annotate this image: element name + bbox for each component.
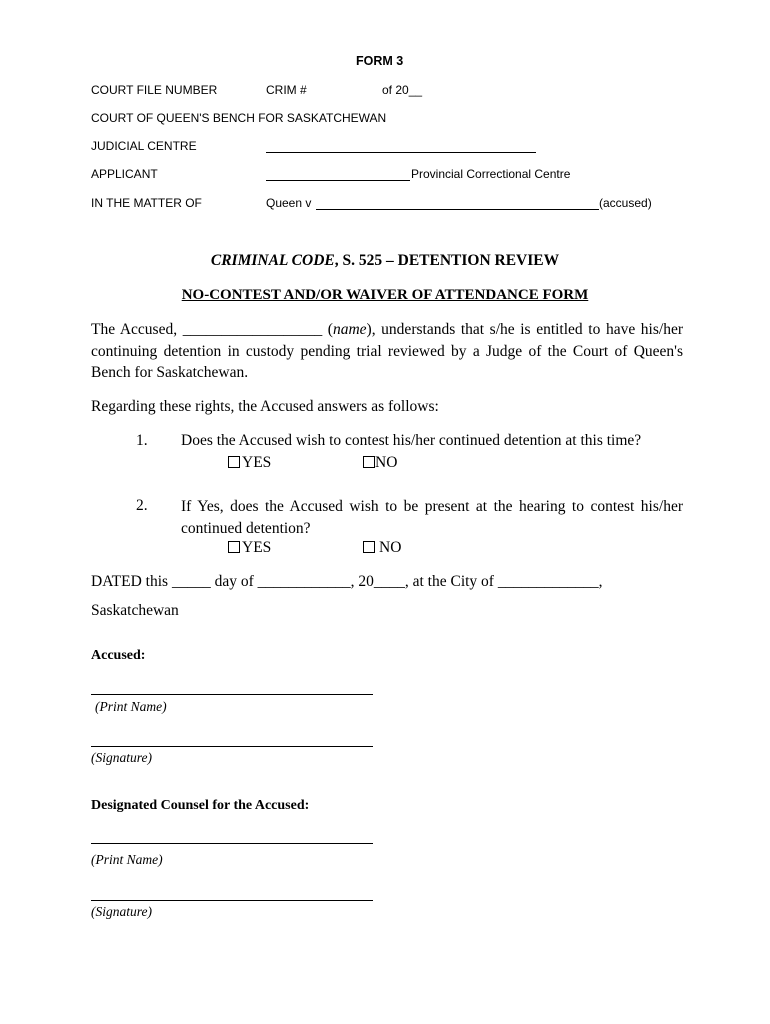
q2-text: If Yes, does the Accused wish to be present at the hearing to contest his/her continued detention? [181, 498, 683, 537]
intro-name-label: name [332, 321, 367, 338]
dated-place: Saskatchewan [91, 602, 179, 619]
counsel-signature-caption: (Signature) [91, 904, 152, 919]
accused-heading: Accused: [91, 648, 146, 663]
dated-line: DATED this _____ day of ____________, 20____, at the City of _____________, [91, 573, 603, 590]
q2-no-label: NO [379, 539, 402, 556]
accused-name-blank[interactable] [316, 209, 599, 210]
regarding-text: Regarding these rights, the Accused answers as follows: [91, 398, 439, 415]
applicant-suffix: Provincial Correctional Centre [411, 167, 571, 181]
court-name: COURT OF QUEEN'S BENCH FOR SASKATCHEWAN [91, 111, 387, 125]
counsel-print-name-line[interactable] [91, 843, 373, 844]
form-number: FORM 3 [356, 54, 404, 68]
q2-yes-checkbox[interactable] [228, 541, 240, 553]
q2-yes-option[interactable] [228, 539, 271, 557]
judicial-centre-blank[interactable] [266, 152, 536, 153]
q1-number: 1. [136, 432, 148, 449]
intro-start: The Accused, __________________ ( [91, 321, 333, 338]
court-file-number-label: COURT FILE NUMBER [91, 83, 218, 97]
q1-no-option[interactable] [363, 454, 397, 472]
matter-prefix: Queen v [266, 196, 312, 210]
q2-no-option[interactable] [363, 539, 401, 557]
section-title: , S. 525 – DETENTION REVIEW [334, 252, 560, 269]
q2-yes-label: YES [242, 539, 272, 556]
q2-no-checkbox[interactable] [363, 541, 375, 553]
judicial-centre-label: JUDICIAL CENTRE [91, 139, 197, 153]
intro-end: ), understands that s/he is entitled to have his/her continuing detention in custody pending trial reviewed by a Judge of the Court of Queen's Bench for Saskatchewan. [91, 321, 683, 381]
form-subheading: NO-CONTEST AND/OR WAIVER OF ATTENDANCE FORM [181, 287, 589, 303]
matter-suffix: (accused) [599, 196, 652, 210]
applicant-label: APPLICANT [91, 167, 158, 181]
counsel-signature-line[interactable] [91, 900, 373, 901]
accused-signature-caption: (Signature) [91, 750, 152, 765]
q1-yes-checkbox[interactable] [228, 456, 240, 468]
q1-no-label: NO [375, 454, 398, 471]
applicant-blank[interactable] [266, 180, 410, 181]
accused-print-name-line[interactable] [91, 694, 373, 695]
intro-paragraph [91, 319, 683, 384]
q1-no-checkbox[interactable] [363, 456, 375, 468]
q1-yes-option[interactable] [228, 454, 271, 472]
crim-number-label: CRIM # [266, 83, 307, 97]
q1-text: Does the Accused wish to contest his/her continued detention at this time? [181, 432, 642, 449]
criminal-code-italic: CRIMINAL CODE [210, 252, 335, 269]
matter-label: IN THE MATTER OF [91, 196, 202, 210]
accused-print-name-caption: (Print Name) [95, 699, 167, 714]
of-year-field: of 20__ [382, 83, 423, 97]
form-heading [0, 252, 770, 270]
q1-yes-label: YES [242, 454, 272, 471]
counsel-heading: Designated Counsel for the Accused: [91, 798, 310, 813]
accused-signature-line[interactable] [91, 746, 373, 747]
counsel-print-name-caption: (Print Name) [91, 852, 163, 867]
q2-number: 2. [136, 497, 148, 514]
